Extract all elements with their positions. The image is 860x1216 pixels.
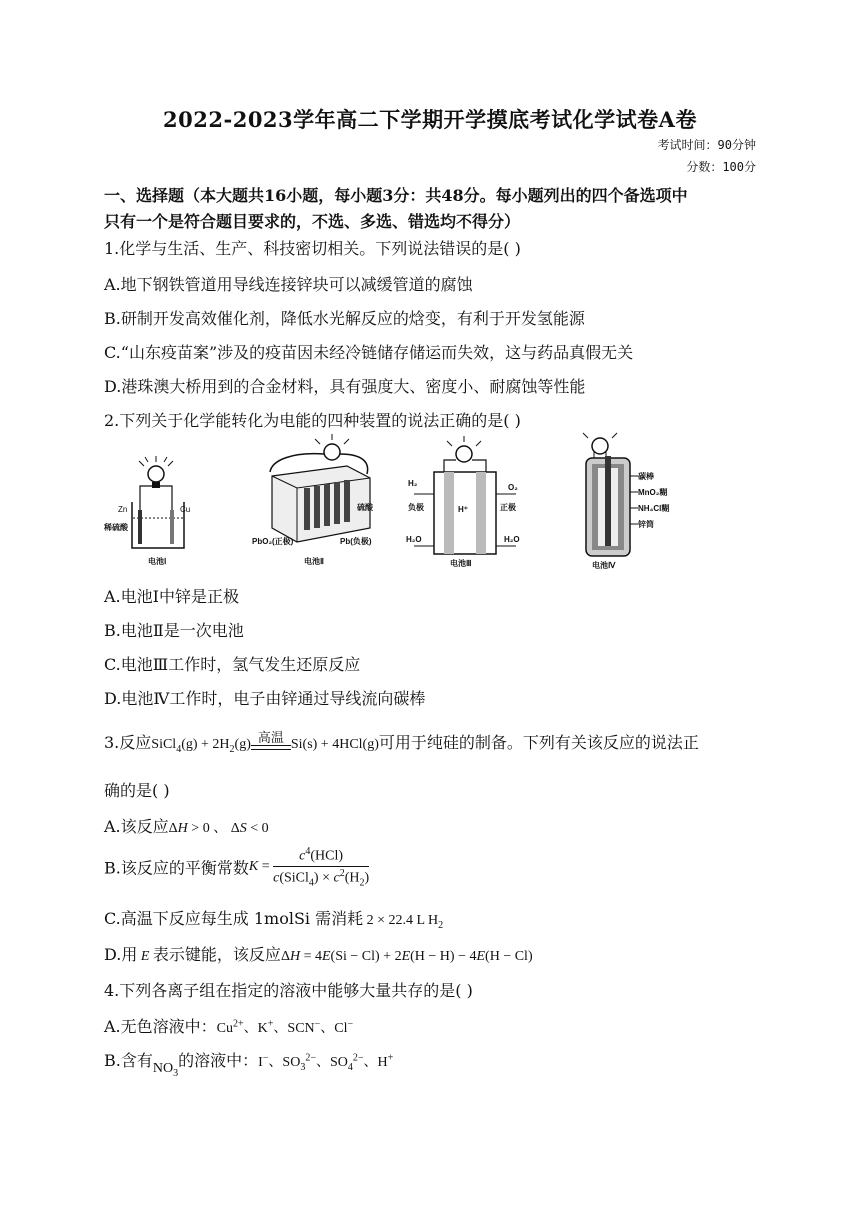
figure-battery-2 [252, 432, 387, 572]
svg-text:电池Ⅰ: 电池Ⅰ [148, 557, 167, 566]
q3-option-d: D.用 E 表示键能，该反应ΔH = 4E(Si − Cl) + 2E(H − H) − 4E(H − Cl) [104, 945, 533, 964]
figure-battery-1 [104, 432, 224, 572]
q3-option-b: B.该反应的平衡常数K = $\frac{c^4(HCl)}{c(SiCl_4) \times c^2(H_2)}$ [104, 846, 370, 889]
exam-time: 考试时间：90分钟 [657, 138, 756, 152]
reaction-condition: 高温 [251, 738, 291, 750]
svg-text:负极: 负极 [408, 503, 424, 512]
svg-text:PbO₂(正极): PbO₂(正极) [252, 537, 294, 546]
svg-text:稀硫酸: 稀硫酸 [104, 523, 128, 532]
svg-text:H₂: H₂ [408, 479, 418, 488]
svg-text:Cu: Cu [180, 505, 191, 514]
q2-option-c: C.电池Ⅲ工作时，氢气发生还原反应 [104, 655, 361, 674]
svg-text:电池Ⅱ: 电池Ⅱ [304, 557, 324, 566]
svg-text:正极: 正极 [500, 503, 516, 512]
q1-option-a: A.地下钢铁管道用导线连接锌块可以减缓管道的腐蚀 [104, 275, 473, 294]
q2-option-a: A.电池Ⅰ中锌是正极 [104, 587, 239, 606]
q1-option-c: C.“山东疫苗案”涉及的疫苗因未经冷链储存储运而失效，这与药品真假无关 [104, 343, 634, 362]
q3-option-a: A.该反应ΔH > 0 、 ΔS < 0 [104, 817, 269, 836]
svg-text:NH₄Cl糊: NH₄Cl糊 [638, 504, 670, 513]
figure-battery-4 [574, 432, 694, 572]
q4-option-a: A.无色溶液中：$Cu^{2+}$、K+、SCN−、Cl− [104, 1017, 354, 1036]
q3-option-c: C.高温下反应每生成 1molSi 需消耗 2 × 22.4 L $H_2$ [104, 909, 444, 931]
svg-text:H₂O: H₂O [406, 535, 422, 544]
svg-text:O₂: O₂ [508, 483, 518, 492]
q1-stem: 1.化学与生活、生产、科技密切相关。下列说法错误的是( ) [104, 239, 521, 258]
section-heading-line2: 只有一个是符合题目要求的，不选、多选、错选均不得分） [104, 212, 521, 231]
svg-text:锌筒: 锌筒 [638, 520, 654, 529]
svg-text:碳棒: 碳棒 [638, 472, 654, 481]
q2-option-d: D.电池Ⅳ工作时，电子由锌通过导线流向碳棒 [104, 689, 426, 708]
svg-text:Pb(负极): Pb(负极) [340, 537, 372, 546]
q3-stem: 3.反应SiCl$_4$(g) + $2H_2(g)$ 高温 Si(s) + 4HCl(g)可用于纯硅的制备。下列有关该反应的说法正 [104, 731, 699, 755]
exam-score: 分数：100分 [686, 160, 756, 174]
section-heading-line1: 一、选择题（本大题共16小题，每小题3分：共48分。每小题列出的四个备选项中 [104, 186, 688, 205]
svg-text:Zn: Zn [118, 505, 128, 514]
q1-option-d: D.港珠澳大桥用到的合金材料，具有强度大、密度小、耐腐蚀等性能 [104, 377, 586, 396]
svg-text:H₂O: H₂O [504, 535, 520, 544]
equilibrium-constant-fraction: $\frac{c^4(HCl)}{c(SiCl_4) \times c^2(H_2)}$ [273, 846, 370, 889]
q3-stem-line2: 确的是( ) [104, 781, 170, 800]
q4-stem: 4.下列各离子组在指定的溶液中能够大量共存的是( ) [104, 981, 473, 1000]
q4-option-b: B.含有$NO_3$的溶液中：I−、$SO_3^{2-}$、$SO_4^{2-}$、H+ [104, 1051, 394, 1079]
q2-stem: 2.下列关于化学能转化为电能的四种装置的说法正确的是( ) [104, 411, 521, 430]
svg-text:MnO₂糊: MnO₂糊 [638, 488, 668, 497]
svg-text:硫酸: 硫酸 [357, 503, 373, 512]
q2-option-b: B.电池Ⅱ是一次电池 [104, 621, 244, 640]
figure-battery-3 [400, 432, 530, 572]
svg-text:H⁺: H⁺ [458, 505, 468, 514]
svg-text:电池Ⅳ: 电池Ⅳ [592, 561, 616, 570]
section-heading [104, 183, 764, 235]
svg-text:电池Ⅲ: 电池Ⅲ [450, 559, 472, 568]
exam-title: 2022-2023学年高二下学期开学摸底考试化学试卷A卷 [163, 107, 697, 132]
q1-option-b: B.研制开发高效催化剂，降低水光解反应的焓变，有利于开发氢能源 [104, 309, 585, 328]
